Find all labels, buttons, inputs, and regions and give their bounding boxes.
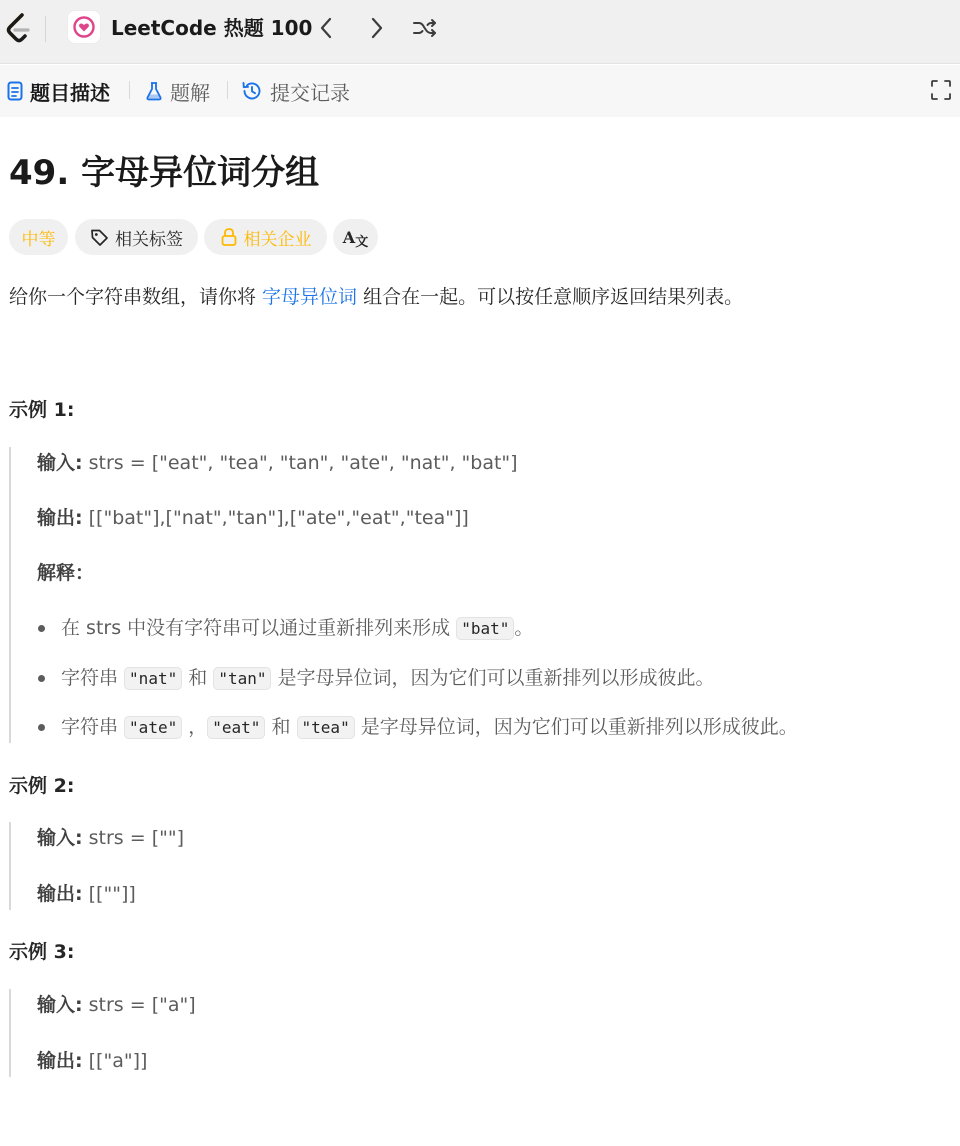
tab-bar bbox=[0, 65, 960, 117]
explanation-item: 在 strs 中没有字符串可以通过重新排列来形成 "bat" 。 bbox=[61, 617, 534, 639]
bullet-icon bbox=[38, 625, 45, 632]
tab-solutions[interactable]: 题解 bbox=[145, 77, 210, 105]
problem-title: 49. 字母异位词分组 bbox=[9, 153, 320, 193]
problem-description: 给你一个字符串数组，请你将 字母异位词 组合在一起。可以按任意顺序返回结果列表。 bbox=[9, 286, 744, 308]
shuffle-icon bbox=[412, 18, 438, 38]
lock-icon bbox=[220, 227, 238, 247]
example-3-block bbox=[9, 989, 909, 1077]
example-input: 输入: strs = ["a"] bbox=[37, 994, 196, 1016]
top-bar bbox=[0, 0, 960, 64]
example-input: 输入: strs = [""] bbox=[37, 827, 185, 849]
translate-button[interactable] bbox=[333, 219, 378, 255]
difficulty-badge: 中等 bbox=[9, 219, 68, 255]
random-question-button[interactable] bbox=[411, 14, 439, 42]
description-icon bbox=[7, 81, 23, 101]
tab-divider bbox=[227, 81, 228, 99]
example-2-block bbox=[9, 822, 909, 910]
chevron-right-icon bbox=[370, 17, 384, 39]
tab-description[interactable]: 题目描述 bbox=[7, 77, 110, 105]
tab-submissions[interactable]: 提交记录 bbox=[241, 77, 350, 105]
study-list-title[interactable]: LeetCode 热题 100 bbox=[111, 16, 313, 40]
bullet-icon bbox=[38, 724, 45, 731]
next-question-button[interactable] bbox=[363, 14, 391, 42]
related-tags-button[interactable]: 相关标签 bbox=[75, 219, 198, 255]
expand-icon bbox=[930, 79, 952, 101]
example-output: 输出: [["bat"],["nat","tan"],["ate","eat","tea"]] bbox=[37, 507, 469, 529]
study-plan-icon[interactable] bbox=[68, 11, 100, 43]
explanation-item: 字符串 "nat" 和 "tan" 是字母异位词，因为它们可以重新排列以形成彼此。 bbox=[61, 667, 715, 689]
example-1-block bbox=[9, 447, 909, 743]
example-3-heading: 示例 3: bbox=[9, 941, 75, 963]
tab-divider bbox=[129, 81, 130, 99]
example-output: 输出: [[""]] bbox=[37, 883, 136, 905]
chevron-left-icon bbox=[319, 17, 333, 39]
history-icon bbox=[241, 80, 263, 102]
example-2-heading: 示例 2: bbox=[9, 775, 75, 797]
example-output: 输出: [["a"]] bbox=[37, 1050, 148, 1072]
prev-question-button[interactable] bbox=[312, 14, 340, 42]
fullscreen-button[interactable] bbox=[930, 79, 952, 101]
bullet-icon bbox=[38, 675, 45, 682]
anagram-link[interactable]: 字母异位词 bbox=[262, 286, 358, 308]
translate-icon: A文 bbox=[342, 227, 369, 250]
divider bbox=[45, 16, 46, 42]
leetcode-logo-icon[interactable] bbox=[2, 12, 36, 44]
related-companies-button[interactable]: 相关企业 bbox=[204, 219, 327, 255]
example-1-heading: 示例 1: bbox=[9, 399, 75, 421]
example-input: 输入: strs = ["eat", "tea", "tan", "ate", "nat", "bat"] bbox=[37, 452, 518, 474]
tag-icon bbox=[90, 228, 109, 247]
flask-icon bbox=[145, 81, 163, 101]
explanation-item: 字符串 "ate" ， "eat" 和 "tea" 是字母异位词，因为它们可以重新排列以形成彼此。 bbox=[61, 716, 798, 738]
example-explanation-label: 解释： bbox=[37, 562, 95, 584]
